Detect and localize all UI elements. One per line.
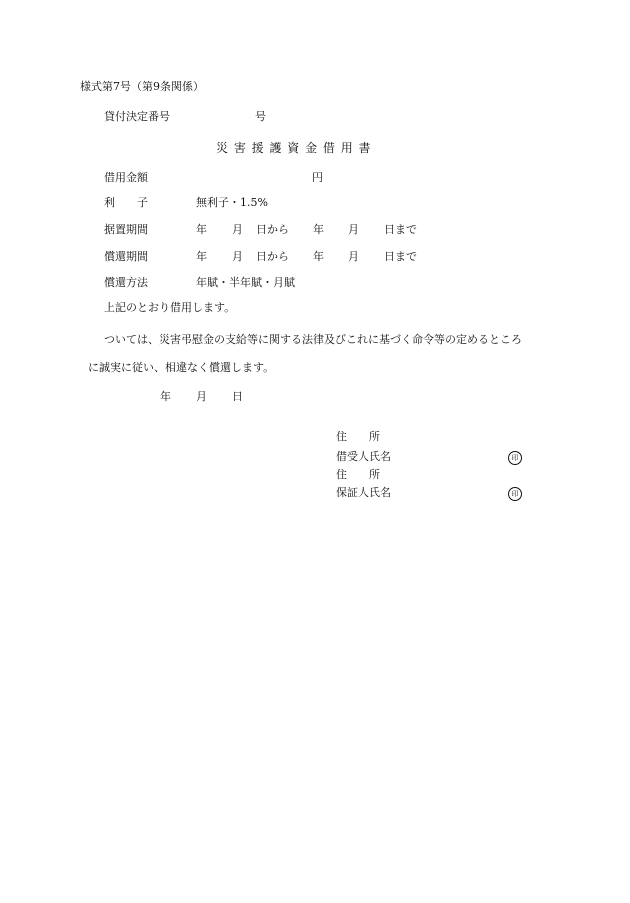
interest-label: 利 子 (104, 196, 148, 209)
guarantor-address-label: 住 所 (336, 468, 380, 481)
repayment-month-2: 月 (348, 250, 359, 263)
repayment-year-2: 年 (313, 250, 324, 263)
date-day: 日 (232, 390, 243, 403)
repayment-year-1: 年 (196, 250, 207, 263)
date-year: 年 (160, 390, 171, 403)
deferment-day-1: 日から (256, 223, 289, 236)
loan-decision-number-label: 貸付決定番号 (104, 110, 170, 123)
statement-repay-line-2: に誠実に従い、相違なく償還します。 (88, 361, 275, 374)
interest-value: 無利子・1.5% (196, 196, 268, 209)
repayment-month-1: 月 (232, 250, 243, 263)
document-title: 災 害 援 護 資 金 借 用 書 (216, 141, 372, 155)
deferment-year-2: 年 (313, 223, 324, 236)
deferment-month-2: 月 (348, 223, 359, 236)
guarantor-name-label: 保証人氏名 (336, 486, 391, 499)
borrower-seal-icon: 印 (508, 450, 522, 465)
amount-unit: 円 (312, 171, 323, 184)
borrower-name-label: 借受人氏名 (336, 450, 391, 463)
repayment-period-label: 償還期間 (104, 250, 148, 263)
repayment-day-1: 日から (256, 250, 289, 263)
form-label: 様式第7号（第9条関係） (80, 80, 204, 93)
statement-borrow: 上記のとおり借用します。 (104, 301, 236, 314)
deferment-day-2: 日まで (384, 223, 417, 236)
loan-decision-number-suffix: 号 (255, 110, 266, 123)
repayment-day-2: 日まで (384, 250, 417, 263)
statement-repay-line-1: ついては、災害弔慰金の支給等に関する法律及びこれに基づく命令等の定めるところ (104, 333, 522, 346)
deferment-year-1: 年 (196, 223, 207, 236)
deferment-label: 据置期間 (104, 223, 148, 236)
deferment-month-1: 月 (232, 223, 243, 236)
borrower-address-label: 住 所 (336, 430, 380, 443)
repayment-method-value: 年賦・半年賦・月賦 (196, 276, 295, 289)
guarantor-seal-icon: 印 (508, 486, 522, 501)
repayment-method-label: 償還方法 (104, 276, 148, 289)
date-month: 月 (196, 390, 207, 403)
amount-label: 借用金額 (104, 171, 148, 184)
